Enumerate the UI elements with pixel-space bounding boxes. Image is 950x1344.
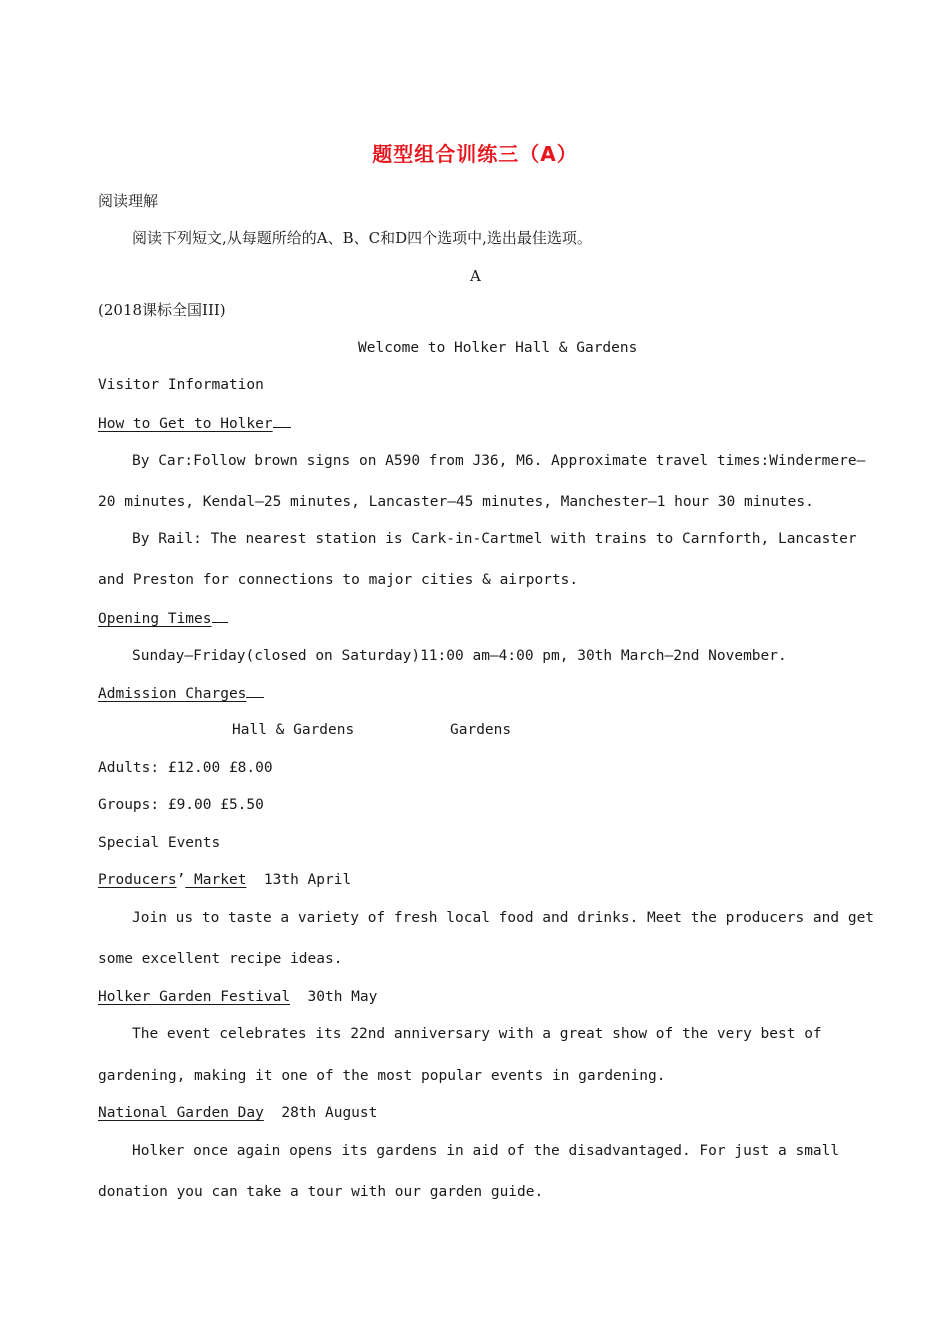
passage-letter: A xyxy=(470,267,481,285)
event1-line-1: Join us to taste a variety of fresh local food and drinks. Meet the producers and get xyxy=(132,910,875,926)
event1-title xyxy=(98,870,351,890)
event1-apostrophe: ’ xyxy=(176,872,186,888)
special-events-heading: Special Events xyxy=(98,835,221,851)
opening-times-heading xyxy=(98,608,228,629)
admission-heading xyxy=(98,683,264,704)
source-note: (2018课标全国III) xyxy=(98,301,226,319)
visitor-info-heading: Visitor Information xyxy=(98,377,264,393)
col-gardens: Gardens xyxy=(450,722,512,738)
event2-date: 30th May xyxy=(307,989,378,1005)
how-to-get-heading xyxy=(98,413,291,434)
event1-name-b: Market xyxy=(185,872,247,888)
event3-name: National Garden Day xyxy=(98,1105,264,1121)
event2-line-2: gardening, making it one of the most popular events in gardening. xyxy=(98,1068,666,1084)
event2-line-1: The event celebrates its 22nd anniversary with a great show of the very best of xyxy=(132,1026,822,1042)
underline-pad xyxy=(212,608,228,623)
event3-line-1: Holker once again opens its gardens in aid of the disadvantaged. For just a small xyxy=(132,1143,840,1159)
event2-name: Holker Garden Festival xyxy=(98,989,291,1005)
opening-times-text: Sunday—Friday(closed on Saturday)11:00 am—4:00 pm, 30th March—2nd November. xyxy=(132,648,787,664)
adults-row: Adults: £12.00 £8.00 xyxy=(98,760,273,776)
event3-line-2: donation you can take a tour with our garden guide. xyxy=(98,1184,544,1200)
by-rail-line-1: By Rail: The nearest station is Cark-in-Cartmel with trains to Carnforth, Lancaster xyxy=(132,531,857,547)
by-rail-line-2: and Preston for connections to major cities & airports. xyxy=(98,572,579,588)
event3-date: 28th August xyxy=(281,1105,378,1121)
page-title: 题型组合训练三（A） xyxy=(372,142,578,166)
event3-title xyxy=(98,1103,377,1123)
event1-name-a: Producers xyxy=(98,872,177,888)
instruction-text: 阅读下列短文,从每题所给的A、B、C和D四个选项中,选出最佳选项。 xyxy=(132,229,592,247)
groups-row: Groups: £9.00 £5.50 xyxy=(98,797,264,813)
passage-heading: Welcome to Holker Hall & Gardens xyxy=(358,340,638,356)
section-label: 阅读理解 xyxy=(98,192,159,210)
how-to-get-label: How to Get to Holker xyxy=(98,416,273,432)
event1-line-2: some excellent recipe ideas. xyxy=(98,951,343,967)
admission-label: Admission Charges xyxy=(98,686,247,702)
event2-title xyxy=(98,987,377,1007)
opening-times-label: Opening Times xyxy=(98,611,212,627)
by-car-line-1: By Car:Follow brown signs on A590 from J36, M6. Approximate travel times:Windermere— xyxy=(132,453,866,469)
col-hall-gardens: Hall & Gardens xyxy=(232,722,355,738)
underline-pad xyxy=(246,683,264,698)
by-car-line-2: 20 minutes, Kendal—25 minutes, Lancaster—45 minutes, Manchester—1 hour 30 minutes. xyxy=(98,494,814,510)
event1-date: 13th April xyxy=(263,872,352,888)
underline-pad xyxy=(273,413,291,428)
